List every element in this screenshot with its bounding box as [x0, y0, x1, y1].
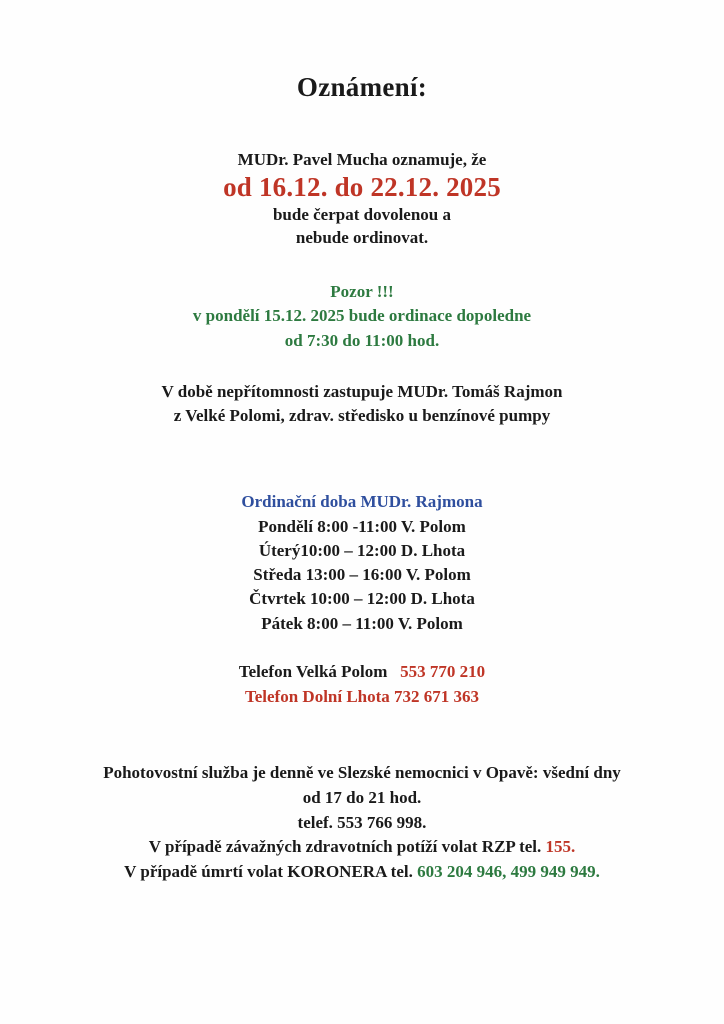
emergency-line-1: Pohotovostní služba je denně ve Slezské nemocnici v Opavě: všední dny	[103, 763, 621, 783]
phone-numbers-block	[24, 660, 700, 709]
office-hours-heading: Ordinační doba MUDr. Rajmona	[241, 491, 483, 511]
emergency-rzp-number: 155.	[545, 837, 576, 857]
warning-block	[24, 280, 700, 352]
emergency-line-2: od 17 do 21 hod.	[302, 787, 422, 807]
emergency-koroner-label: V případě úmrtí volat KORONERA tel.	[124, 861, 418, 881]
warning-line-1: v pondělí 15.12. 2025 bude ordinace dopoledne	[192, 306, 532, 326]
office-hours-row: Čtvrtek 10:00 – 12:00 D. Lhota	[249, 589, 475, 609]
emergency-line-3: telef. 553 766 998.	[297, 812, 427, 832]
office-hours-row: Středa 13:00 – 16:00 V. Polom	[253, 565, 471, 585]
page-title: Oznámení:	[296, 72, 428, 102]
office-hours-block	[24, 490, 700, 636]
announcement-closed-line: nebude ordinovat.	[295, 227, 429, 247]
emergency-service-block	[24, 761, 700, 884]
office-hours-row: Pondělí 8:00 -11:00 V. Polom	[258, 516, 466, 536]
phone-dolni-lhota-row: Telefon Dolní Lhota 732 671 363	[244, 686, 480, 706]
announcement-dates: od 16.12. do 22.12. 2025	[223, 172, 501, 203]
emergency-rzp-label: V případě závažných zdravotních potíží volat RZP tel.	[148, 837, 546, 857]
warning-heading: Pozor !!!	[330, 282, 394, 302]
phone-velka-polom-row	[24, 660, 700, 685]
announcement-block	[24, 149, 700, 249]
emergency-koroner-row	[24, 860, 700, 885]
announcement-intro: MUDr. Pavel Mucha oznamuje, že	[237, 150, 487, 169]
phone-velka-polom-label: Telefon Velká Polom	[238, 662, 388, 681]
emergency-rzp-row	[24, 835, 700, 860]
phone-velka-polom-number: 553 770 210	[400, 662, 486, 681]
substitute-doctor-block	[24, 380, 700, 428]
office-hours-row: Pátek 8:00 – 11:00 V. Polom	[261, 613, 463, 633]
substitute-line-2: z Velké Polomi, zdrav. středisko u benzínové pumpy	[173, 405, 551, 425]
emergency-koroner-number: 603 204 946, 499 949 949.	[417, 861, 600, 881]
substitute-line-1: V době nepřítomnosti zastupuje MUDr. Tomáš Rajmon	[161, 381, 563, 401]
office-hours-row: Úterý10:00 – 12:00 D. Lhota	[258, 540, 466, 560]
office-hours-list	[24, 515, 700, 636]
warning-line-2: od 7:30 do 11:00 hod.	[284, 330, 440, 350]
announcement-vacation-line: bude čerpat dovolenou a	[272, 205, 452, 225]
